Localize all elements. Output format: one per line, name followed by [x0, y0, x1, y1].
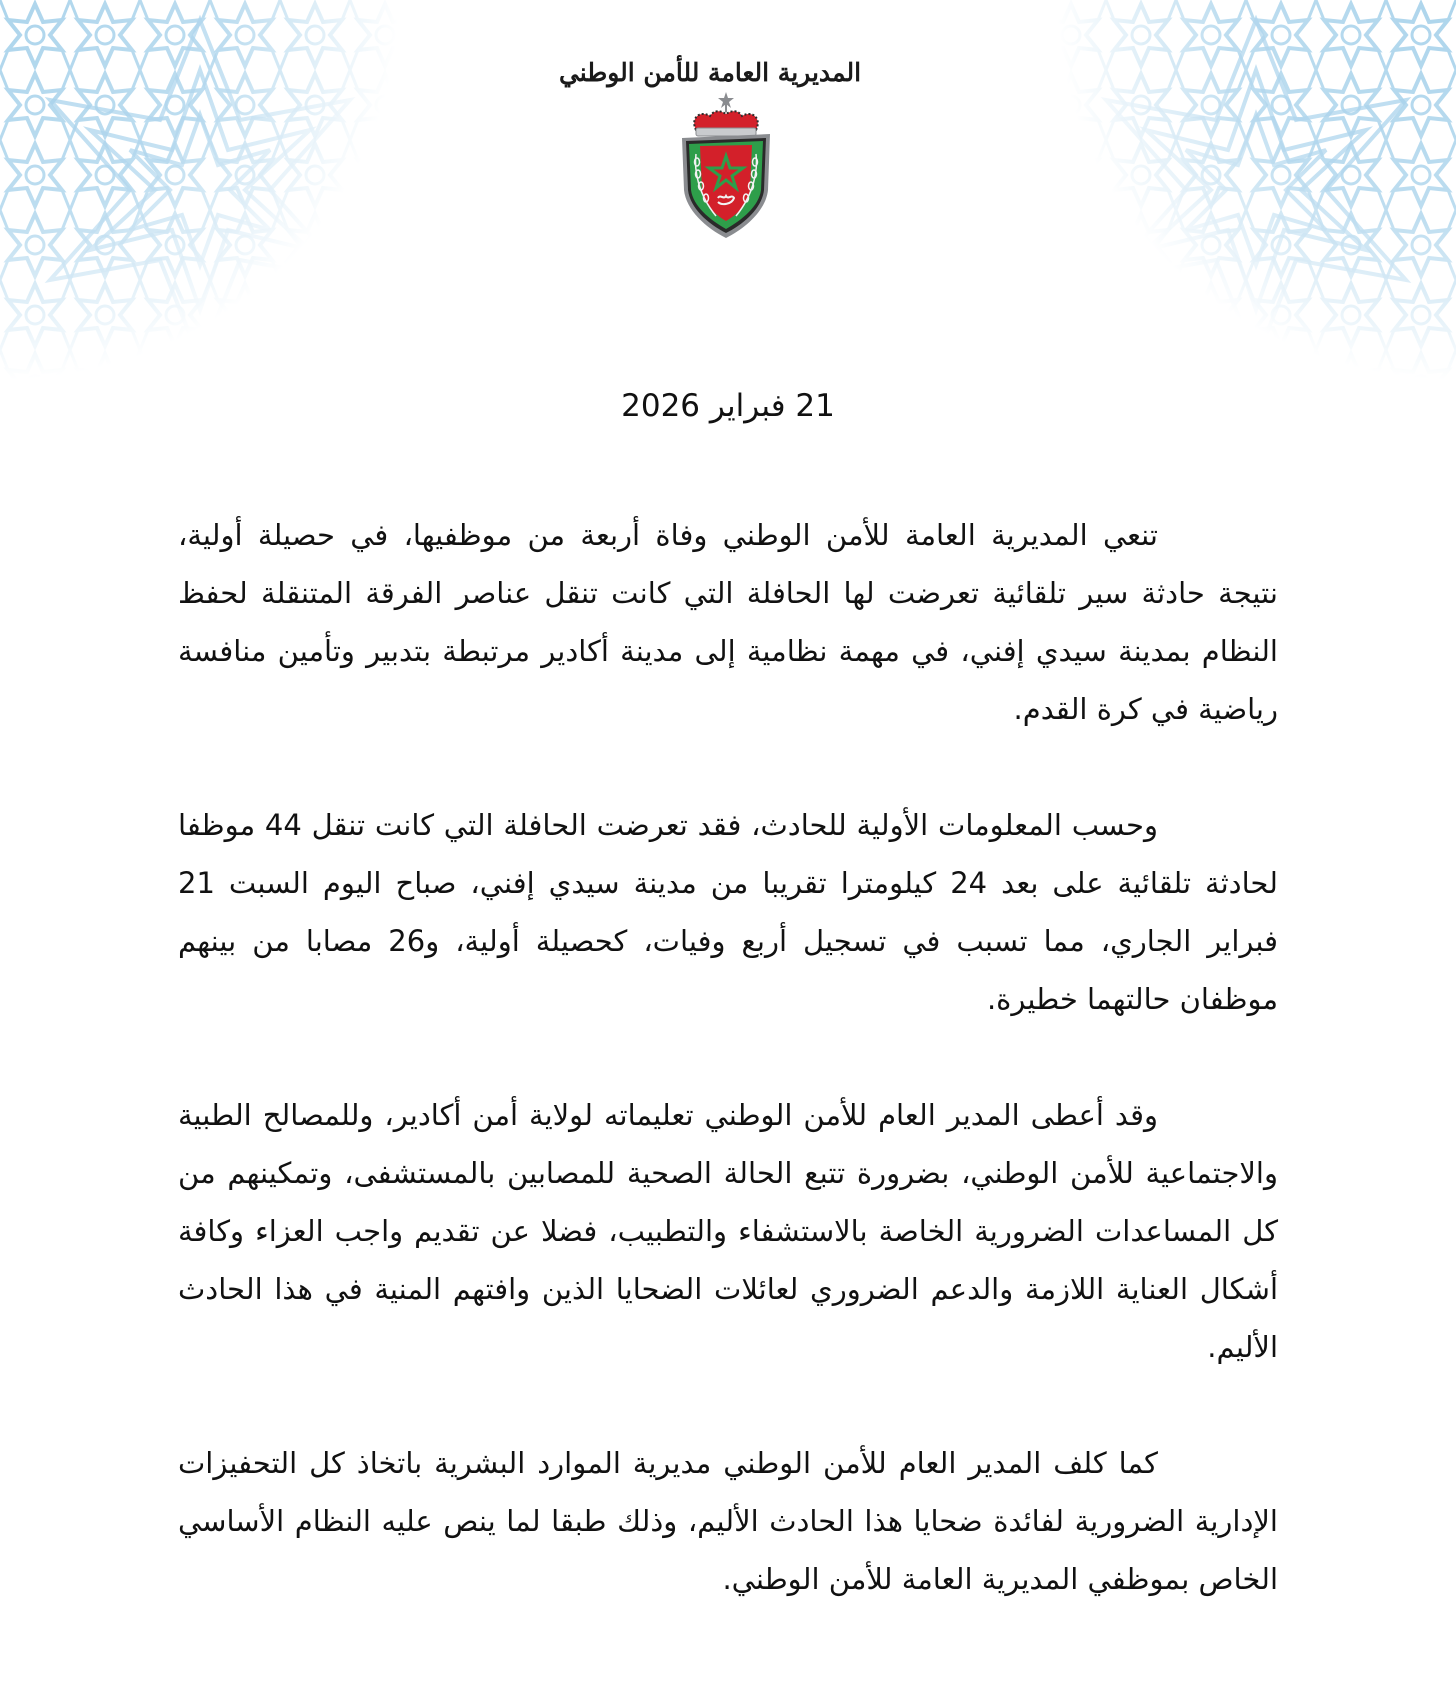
paragraph-director-instructions: وقد أعطى المدير العام للأمن الوطني تعليماته لولاية أمن أكادير، وللمصالح الطبية والاجتماعية للأمن الوطني، بضرورة تتبع الحالة الصحية للمصابين بالمستشفى، وتمكينهم من كل المساعدات الضرورية الخاصة بالاستشفاء والتطبيب، فضلا عن تقديم واجب العزاء وكافة أشكال العناية اللازمة والدعم الضروري لعائلات الضحايا الذين وافتهم المنية في هذا الحادث الأليم.	[178, 1098, 1278, 1364]
crown-icon	[694, 92, 758, 136]
press-release-body	[178, 506, 1278, 1608]
paragraph-accident-details: وحسب المعلومات الأولية للحادث، فقد تعرضت الحافلة التي كانت تنقل 44 موظفا لحادثة تلقائية على بعد 24 كيلومترا تقريبا من مدينة سيدي إفني، صباح اليوم السبت 21 فبراير الجاري، مما تسبب في تسجيل أربع وفيات، كحصيلة أولية، و26 مصابا من بينهم موظفان حالتهما خطيرة.	[178, 808, 1278, 1016]
paragraph-hr-measures: كما كلف المدير العام للأمن الوطني مديرية الموارد البشرية باتخاذ كل التحفيزات الإدارية الضرورية لفائدة ضحايا هذا الحادث الأليم، وذلك طبقا لما ينص عليه النظام الأساسي الخاص بموظفي المديرية العامة للأمن الوطني.	[178, 1446, 1278, 1596]
decorative-pattern-left	[0, 0, 420, 400]
decorative-pattern-right	[1036, 0, 1456, 400]
document-date: 21 فبراير 2026	[621, 388, 835, 424]
dgsn-emblem-icon	[676, 90, 776, 240]
organization-name: المديرية العامة للأمن الوطني	[558, 58, 862, 87]
paragraph-condolence: تنعي المديرية العامة للأمن الوطني وفاة أربعة من موظفيها، في حصيلة أولية، نتيجة حادثة سير تلقائية تعرضت لها الحافلة التي كانت تنقل عناصر الفرقة المتنقلة لحفظ النظام بمدينة سيدي إفني، في مهمة نظامية إلى مدينة أكادير مرتبطة بتدبير وتأمين منافسة رياضية في كرة القدم.	[178, 518, 1278, 726]
